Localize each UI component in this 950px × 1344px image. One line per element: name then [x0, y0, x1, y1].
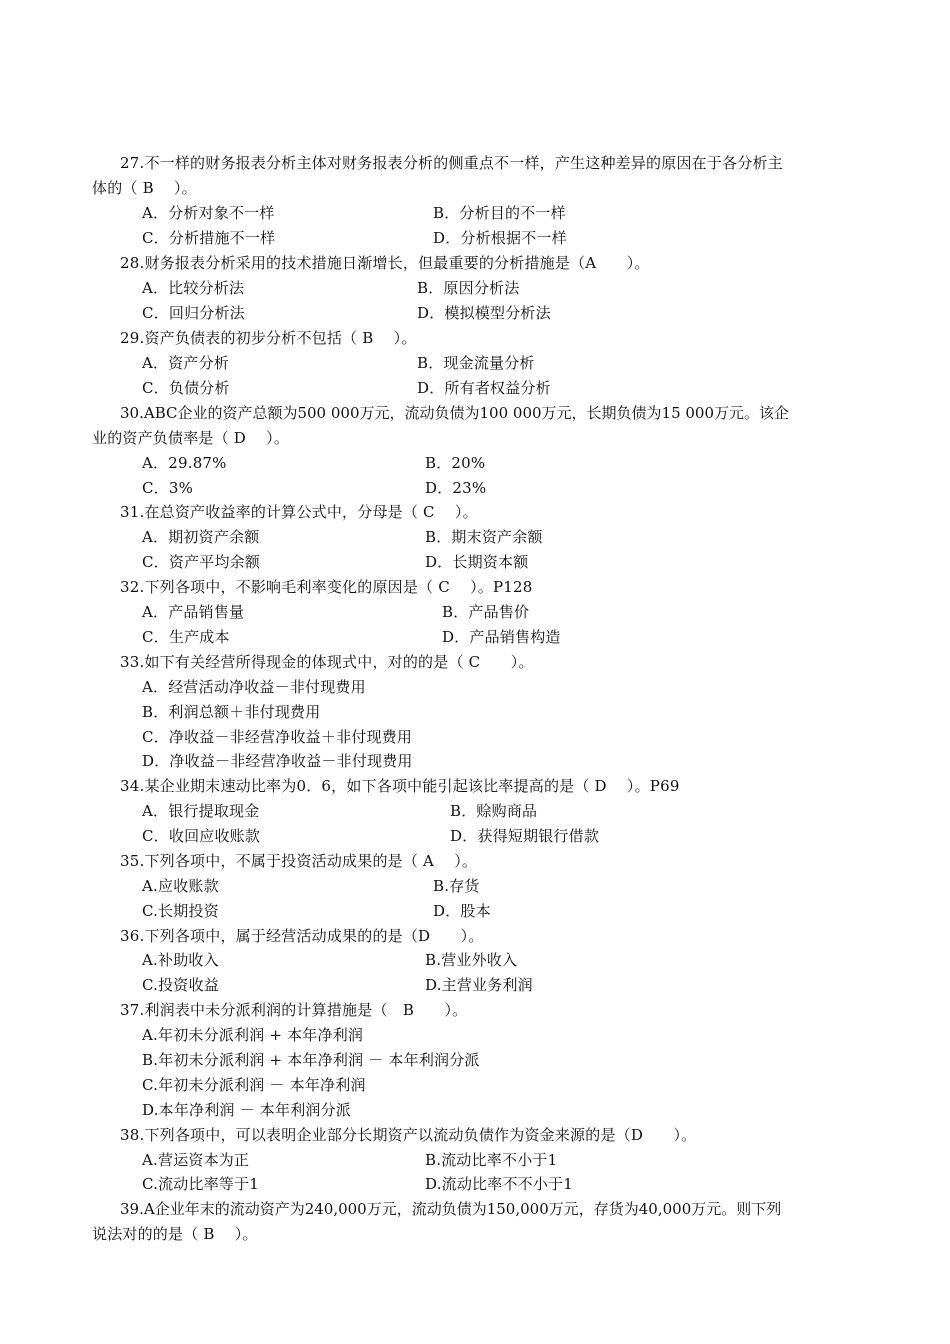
question-31-option-a: A．期初资产余额: [142, 528, 260, 546]
question-28-option-d: D．模拟模型分析法: [417, 304, 551, 322]
question-36-option-c: C.投资收益: [142, 976, 219, 994]
question-30-option-b: B．20%: [425, 454, 486, 472]
question-31-option-c: C．资产平均余额: [142, 553, 261, 571]
question-35-option-c: C.长期投资: [142, 902, 219, 920]
question-39-line-2: 说法对的的是（ B ）。: [92, 1225, 258, 1243]
question-27-option-c: C．分析措施不一样: [142, 229, 276, 247]
question-30-line-1: 30.ABC企业的资产总额为500 000万元，流动负债为100 000万元，长期负债为15 000万元。该企: [120, 404, 790, 422]
question-35-line-1: 35.下列各项中，不属于投资活动成果的是（ A ）。: [120, 852, 478, 870]
question-32-option-b: B．产品售价: [442, 603, 530, 621]
question-33-option-d: D．净收益－非经营净收益－非付现费用: [142, 752, 413, 770]
question-30-option-c: C．3%: [142, 479, 194, 497]
question-32-option-c: C．生产成本: [142, 628, 230, 646]
question-28-option-c: C．回归分析法: [142, 304, 245, 322]
question-34-line-1: 34.某企业期末速动比率为0．6，如下各项中能引起该比率提高的是（ D ）。P69: [120, 777, 680, 795]
question-33-option-b: B．利润总额＋非付现费用: [142, 703, 321, 721]
question-27-option-b: B．分析目的不一样: [433, 204, 566, 222]
question-38-option-b: B.流动比率不小于1: [425, 1151, 558, 1169]
question-31-option-b: B．期末资产余额: [425, 528, 543, 546]
question-38-option-a: A.营运资本为正: [142, 1151, 250, 1169]
question-32-line-1: 32.下列各项中，不影响毛利率变化的原因是（ C ）。P128: [120, 578, 533, 596]
question-38-option-d: D.流动比率不不小于1: [425, 1175, 574, 1193]
question-28-line-1: 28.财务报表分析采用的技术措施日渐增长，但最重要的分析措施是（A ）。: [120, 254, 650, 272]
question-35-option-d: D．股本: [433, 902, 491, 920]
question-30-option-d: D．23%: [425, 479, 487, 497]
question-30-option-a: A．29.87%: [142, 454, 227, 472]
question-37-option-b: B.年初未分派利润 + 本年净利润 － 本年利润分派: [142, 1051, 480, 1069]
question-35-option-a: A.应收账款: [142, 877, 219, 895]
question-29-option-d: D．所有者权益分析: [417, 379, 551, 397]
question-36-line-1: 36.下列各项中，属于经营活动成果的的是（D ）。: [120, 927, 484, 945]
question-38-line-1: 38.下列各项中，可以表明企业部分长期资产以流动负债作为资金来源的是（D ）。: [120, 1126, 697, 1144]
question-27-line-1: 27.不一样的财务报表分析主体对财务报表分析的侧重点不一样，产生这种差异的原因在于各分析主: [120, 154, 783, 172]
question-37-option-c: C.年初未分派利润 － 本年净利润: [142, 1076, 366, 1094]
question-36-option-a: A.补助收入: [142, 951, 219, 969]
question-32-option-d: D．产品销售构造: [442, 628, 561, 646]
question-36-option-d: D.主营业务利润: [425, 976, 533, 994]
question-29-option-c: C．负债分析: [142, 379, 230, 397]
question-29-option-a: A．资产分析: [142, 354, 230, 372]
question-28-option-a: A．比较分析法: [142, 279, 245, 297]
question-39-line-1: 39.A企业年末的流动资产为240,000万元，流动负债为150,000万元，存货为40,000万元。则下列: [120, 1200, 782, 1218]
question-38-option-c: C.流动比率等于1: [142, 1175, 260, 1193]
question-37-option-d: D.本年净利润 － 本年利润分派: [142, 1101, 351, 1119]
question-34-option-d: D．获得短期银行借款: [450, 827, 600, 845]
question-27-line-2: 体的（ B ）。: [92, 179, 197, 197]
question-37-option-a: A.年初未分派利润 + 本年净利润: [142, 1026, 364, 1044]
question-36-option-b: B.营业外收入: [425, 951, 518, 969]
question-37-line-1: 37.利润表中未分派利润的计算措施是（ B ）。: [120, 1001, 468, 1019]
question-35-option-b: B.存货: [433, 877, 480, 895]
question-34-option-b: B．赊购商品: [450, 802, 538, 820]
question-27-option-d: D．分析根据不一样: [433, 229, 567, 247]
question-29-line-1: 29.资产负债表的初步分析不包括（ B ）。: [120, 329, 417, 347]
question-32-option-a: A．产品销售量: [142, 603, 245, 621]
question-31-option-d: D．长期资本额: [425, 553, 529, 571]
question-31-line-1: 31.在总资产收益率的计算公式中，分母是（ C ）。: [120, 503, 478, 521]
question-33-option-c: C．净收益－非经营净收益＋非付现费用: [142, 728, 413, 746]
question-29-option-b: B．现金流量分析: [417, 354, 535, 372]
question-27-option-a: A．分析对象不一样: [142, 204, 275, 222]
question-34-option-c: C．收回应收账款: [142, 827, 261, 845]
question-33-line-1: 33.如下有关经营所得现金的体现式中，对的的是（ C ）。: [120, 653, 534, 671]
question-28-option-b: B．原因分析法: [417, 279, 520, 297]
question-33-option-a: A．经营活动净收益－非付现费用: [142, 678, 366, 696]
question-30-line-2: 业的资产负债率是（ D ）。: [92, 429, 290, 447]
question-34-option-a: A．银行提取现金: [142, 802, 260, 820]
